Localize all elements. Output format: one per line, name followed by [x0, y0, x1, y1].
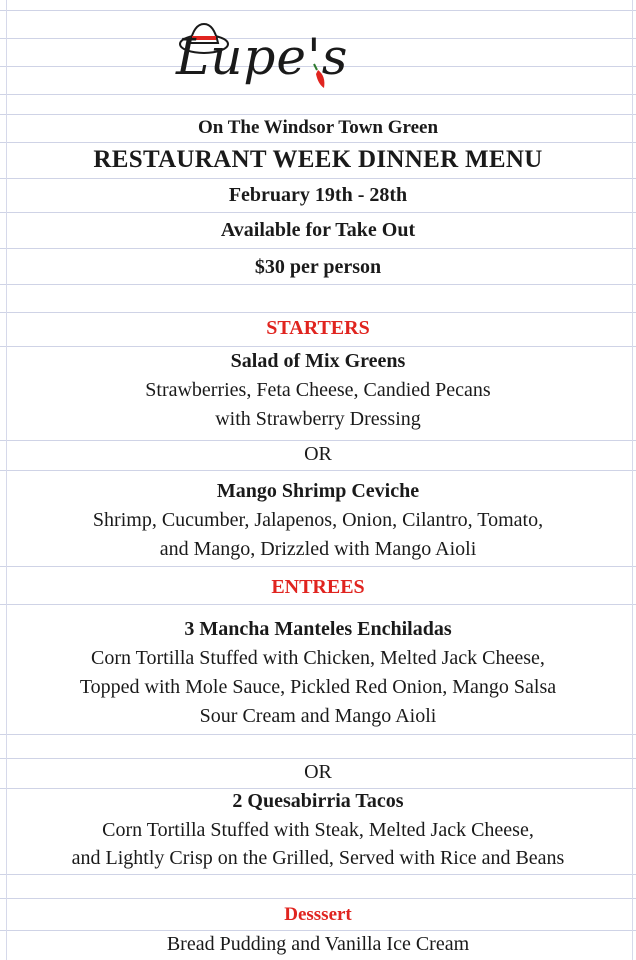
availability: Available for Take Out: [220, 219, 416, 241]
entree-2-desc-2: and Lightly Crisp on the Grilled, Served with Rice and Beans: [71, 847, 565, 869]
dessert-item: Bread Pudding and Vanilla Ice Cream: [166, 933, 470, 955]
or-separator: OR: [304, 443, 332, 465]
starter-2-desc-1: Shrimp, Cucumber, Jalapenos, Onion, Cilantro, Tomato,: [92, 509, 544, 531]
or-separator: OR: [304, 761, 332, 783]
price: $30 per person: [254, 256, 382, 278]
brand-name: Lupe's: [176, 28, 349, 86]
entrees-heading: ENTREES: [271, 576, 365, 598]
starters-heading: STARTERS: [266, 317, 370, 339]
entree-1-desc-2: Topped with Mole Sauce, Pickled Red Onion, Mango Salsa: [79, 676, 557, 698]
entree-1-name: 3 Mancha Manteles Enchiladas: [184, 618, 452, 640]
dessert-heading: Desssert: [284, 904, 352, 925]
menu-title: RESTAURANT WEEK DINNER MENU: [93, 146, 543, 173]
starter-1-name: Salad of Mix Greens: [230, 350, 406, 372]
starter-2-name: Mango Shrimp Ceviche: [216, 480, 420, 502]
entree-2-name: 2 Quesabirria Tacos: [232, 790, 404, 812]
entree-2-desc-1: Corn Tortilla Stuffed with Steak, Melted Jack Cheese,: [102, 819, 534, 841]
starter-1-desc-2: with Strawberry Dressing: [215, 408, 421, 430]
starter-1-desc-1: Strawberries, Feta Cheese, Candied Pecans: [145, 379, 491, 401]
dates: February 19th - 28th: [228, 184, 408, 206]
entree-1-desc-1: Corn Tortilla Stuffed with Chicken, Melted Jack Cheese,: [91, 647, 545, 669]
starter-2-desc-2: and Mango, Drizzled with Mango Aioli: [159, 538, 477, 560]
lupes-logo: [168, 14, 358, 106]
location: On The Windsor Town Green: [197, 117, 439, 138]
entree-1-desc-3: Sour Cream and Mango Aioli: [199, 705, 437, 727]
